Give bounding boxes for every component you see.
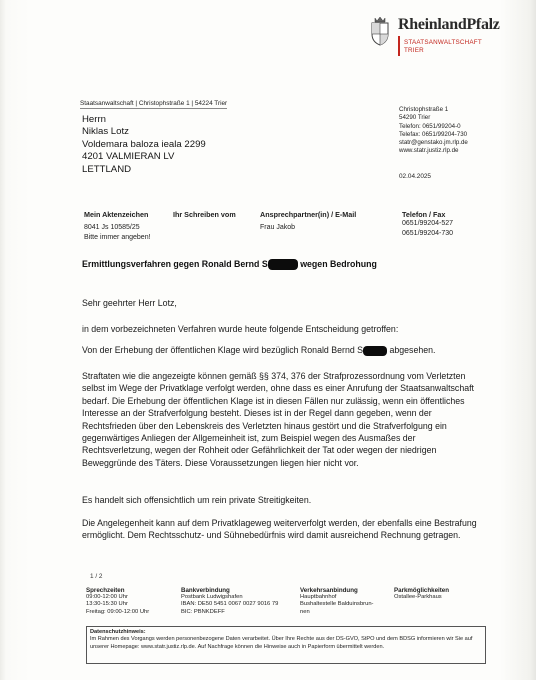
reason-paragraph: Straftaten wie die angezeigte können gemäß §§ 374, 376 der Strafprozessordnung vom Verletzten selbst im Wege der Privatklage verfolgt werden, ohne dass es einer Anrufung der Staatsanwaltschaft bedarf. Die Erhebung der öffentlichen Klage ist in diesen Fällen nur zulässig, wenn ein öffentliches Interesse an der Strafverfolgung besteht. Dieses ist in der Regel dann gegeben, wenn der Rechtsfrieden über den Lebenskreis des Verletzten hinaus gestört und die Strafverfolgung ein gegenwärtiges Anliegen der Allgemeinheit ist, zum Beispiel wegen des Ausmaßes der Rechtsverletzung, wegen der Rohheit oder Gefährlichkeit der Tat oder wegen der niedrigen Beweggründe des Täters. Diese Voraussetzungen liegen hier nicht vor. bbox=[82, 371, 475, 468]
ref-fax-value: 0651/99204-730 bbox=[402, 229, 453, 237]
footer-sprechzeiten-title: Sprechzeiten bbox=[86, 587, 125, 594]
contact-email: statr@genstako.jm.rlp.de bbox=[399, 139, 468, 147]
letter-subject bbox=[82, 259, 377, 270]
footer-bank-title: Bankverbindung bbox=[181, 587, 230, 594]
subject-text-end: wegen Bedrohung bbox=[297, 259, 377, 269]
letter-date: 02.04.2025 bbox=[399, 173, 431, 180]
footer-sprechzeiten-line2: 13:30-15:30 Uhr bbox=[86, 601, 128, 608]
ref-aktenzeichen-value: 8041 Js 10585/25 bbox=[84, 224, 140, 231]
ref-header-aktenzeichen: Mein Aktenzeichen bbox=[84, 210, 149, 219]
ref-telefon-value: 0651/99204-527 bbox=[402, 220, 453, 227]
ref-header-schreiben: Ihr Schreiben vom bbox=[173, 210, 236, 219]
footer-parken bbox=[394, 587, 449, 601]
footer-bank-line2: IBAN: DE50 5451 0067 0027 9016 79 bbox=[181, 601, 279, 608]
sender-return-address: Staatsanwaltschaft | Christophstraße 1 | 54224 Trier bbox=[80, 100, 228, 107]
ref-header-telefon: Telefon / Fax bbox=[402, 210, 446, 219]
redaction-mark bbox=[363, 346, 387, 356]
contact-city: 54290 Trier bbox=[399, 114, 431, 122]
letterhead-logo bbox=[368, 12, 534, 58]
private-paragraph: Es handelt sich offensichtlich um rein private Streitigkeiten. bbox=[82, 495, 312, 505]
office-name bbox=[404, 39, 482, 55]
brand-name: RheinlandPfalz bbox=[398, 16, 500, 33]
closing-paragraph: Die Angelegenheit kann auf dem Privatklageweg weiterverfolgt werden, der ebenfalls eine Bestrafung ermöglicht. Dem Rechtsschutz- und Sühnebedürfnis wird damit ausreichend Rechnung getragen. bbox=[82, 518, 477, 541]
office-line-2: TRIER bbox=[404, 47, 424, 54]
contact-web: www.statr.justiz.rlp.de bbox=[399, 147, 459, 155]
greeting: Sehr geehrter Herr Lotz, bbox=[82, 298, 177, 308]
brand-divider bbox=[398, 36, 400, 56]
page-number: 1 / 2 bbox=[90, 573, 103, 580]
footer-verkehr-line1: Hauptbahnhof bbox=[300, 594, 337, 601]
footer-verkehr-line3: nen bbox=[300, 608, 310, 615]
ref-telefon bbox=[402, 219, 453, 238]
contact-fax: Telefax: 0651/99204-730 bbox=[399, 130, 468, 138]
footer-parken-title: Parkmöglichkeiten bbox=[394, 587, 450, 594]
recipient-country: LETTLAND bbox=[82, 163, 132, 175]
datenschutz-box bbox=[86, 626, 486, 664]
ref-hinweis: Bitte immer angeben! bbox=[84, 233, 151, 241]
footer-sprechzeiten-line1: 09:00-12:00 Uhr bbox=[86, 594, 128, 601]
decision-paragraph bbox=[82, 344, 482, 356]
recipient-address bbox=[82, 114, 206, 176]
footer-bank-line1: Postbank Ludwigshafen bbox=[181, 594, 243, 601]
coat-of-arms-icon bbox=[368, 14, 392, 46]
decision-text-start: Von der Erhebung der öffentlichen Klage wird bezüglich Ronald Bernd S bbox=[82, 345, 364, 355]
footer-parken-line1: Ostallee-Parkhaus bbox=[394, 594, 442, 601]
ref-aktenzeichen bbox=[84, 223, 151, 242]
footer-sprechzeiten bbox=[86, 587, 149, 616]
datenschutz-title: Datenschutzhinweis: bbox=[90, 629, 146, 635]
footer-verkehr bbox=[300, 587, 373, 616]
recipient-name: Niklas Lotz bbox=[82, 126, 129, 138]
recipient-city: 4201 VALMIERAN LV bbox=[82, 151, 175, 163]
recipient-street: Voldemara baloza ieala 2299 bbox=[82, 138, 206, 150]
contact-block bbox=[399, 106, 468, 156]
footer-bank bbox=[181, 587, 278, 616]
redaction-mark bbox=[268, 259, 298, 270]
ref-ansprechpartner-value: Frau Jakob bbox=[260, 224, 296, 231]
footer-verkehr-line2: Bushaltestelle Balduinsbrun- bbox=[300, 601, 374, 608]
recipient-salutation: Herrn bbox=[82, 114, 106, 125]
contact-phone: Telefon: 0651/99204-0 bbox=[399, 122, 461, 130]
subject-text-start: Ermittlungsverfahren gegen Ronald Bernd S bbox=[82, 259, 268, 269]
datenschutz-text: Im Rahmen des Vorgangs werden personenbezogene Daten verarbeitet. Über Ihre Rechte aus der DS-GVO, StPO und dem BDSG informieren wir Sie auf unserer Homepage: www.statr.justiz.rlp.de. Auf Nachfrage können die Hinweise auch in Papierform übermittelt werden. bbox=[90, 636, 473, 650]
footer-verkehr-title: Verkehrsanbindung bbox=[300, 587, 358, 594]
footer-sprechzeiten-line3: Freitag: 09:00-12:00 Uhr bbox=[86, 608, 150, 615]
footer-bank-line3: BIC: PBNKDEFF bbox=[181, 608, 225, 615]
ref-header-ansprechpartner: Ansprechpartner(in) / E-Mail bbox=[260, 210, 357, 219]
office-line-1: STAATSANWALTSCHAFT bbox=[404, 39, 482, 46]
intro-paragraph: in dem vorbezeichneten Verfahren wurde heute folgende Entscheidung getroffen: bbox=[82, 324, 399, 334]
decision-text-end: abgesehen. bbox=[387, 345, 436, 355]
contact-street: Christophstraße 1 bbox=[399, 106, 449, 113]
